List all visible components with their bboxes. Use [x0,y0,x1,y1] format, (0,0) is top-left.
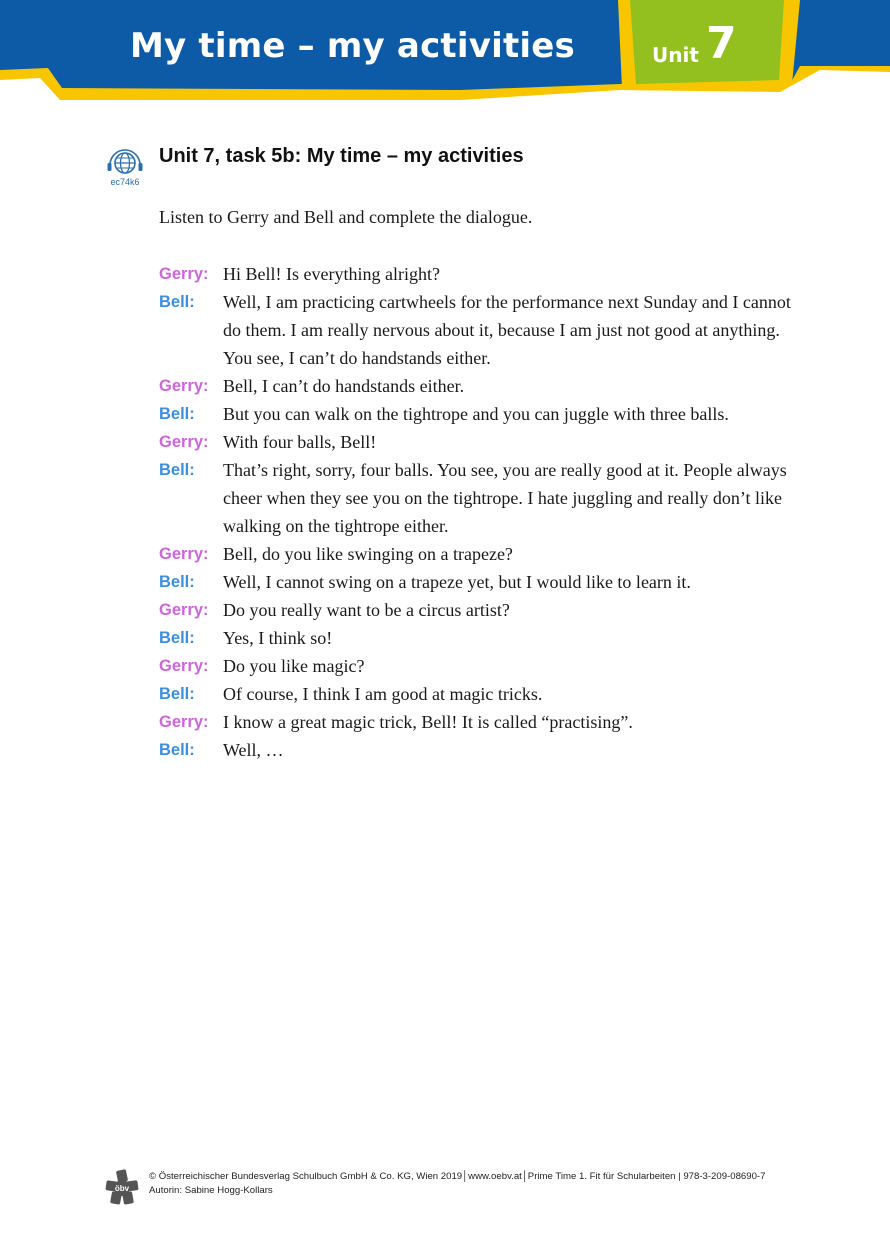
task-heading: Unit 7, task 5b: My time – my activities [159,145,524,167]
dialogue-line [159,736,799,764]
logo-text: öbv [114,1184,130,1193]
utterance: With four balls, Bell! [223,432,377,452]
page-title: My time – my activities [130,26,575,66]
footer-author: Autorin: Sabine Hogg-Kollars [149,1185,273,1196]
dialogue-line [159,428,799,456]
utterance: But you can walk on the tightrope and you can juggle with three balls. [223,404,729,424]
speaker-label: Bell: [159,461,195,479]
dialogue-line [159,652,799,680]
speaker-label: Bell: [159,573,195,591]
dialogue-line [159,540,799,568]
header-banner [0,0,890,110]
dialogue-line [159,400,799,428]
speaker-label: Gerry: [159,545,209,563]
dialogue-line [159,288,799,372]
utterance: Well, … [223,740,284,760]
dialogue-line [159,260,799,288]
dialogue [159,260,799,764]
speaker-label: Gerry: [159,601,209,619]
dialogue-line [159,372,799,400]
unit-label: Unit [652,43,699,67]
publisher-logo-icon [105,1169,139,1205]
speaker-label: Gerry: [159,433,209,451]
speaker-label: Bell: [159,293,195,311]
speaker-label: Bell: [159,685,195,703]
utterance: Of course, I think I am good at magic tricks. [223,684,543,704]
dialogue-line [159,456,799,540]
footer [149,1170,765,1198]
utterance: That’s right, sorry, four balls. You see, you are really good at it. People always cheer when they see you on the tightrope. I hate juggling and really don’t like walking on the tightrope either. [223,460,787,536]
dialogue-line [159,680,799,708]
unit-number: 7 [706,18,737,69]
dialogue-line [159,568,799,596]
utterance: Do you really want to be a circus artist? [223,600,510,620]
utterance: Bell, I can’t do handstands either. [223,376,465,396]
speaker-label: Bell: [159,629,195,647]
utterance: Do you like magic? [223,656,365,676]
utterance: Yes, I think so! [223,628,333,648]
footer-copyright: © Österreichischer Bundesverlag Schulbuch GmbH & Co. KG, Wien 2019│www.oebv.at│Prime Time 1. Fit für Schularbeiten | 978-3-209-08690-7 [149,1171,766,1182]
dialogue-line [159,708,799,736]
utterance: Hi Bell! Is everything alright? [223,264,440,284]
task-code: ec74k6 [110,177,140,187]
speaker-label: Gerry: [159,713,209,731]
dialogue-line [159,624,799,652]
speaker-label: Gerry: [159,657,209,675]
utterance: Well, I am practicing cartwheels for the performance next Sunday and I cannot do them. I am really nervous about it, because I am just not good at anything. You see, I can’t do handstands either. [223,292,791,368]
speaker-label: Gerry: [159,377,209,395]
utterance: Well, I cannot swing on a trapeze yet, but I would like to learn it. [223,572,691,592]
utterance: Bell, do you like swinging on a trapeze? [223,544,513,564]
utterance: I know a great magic trick, Bell! It is called “practising”. [223,712,633,732]
speaker-label: Bell: [159,741,195,759]
dialogue-line [159,596,799,624]
task-instruction: Listen to Gerry and Bell and complete the dialogue. [159,207,533,227]
speaker-label: Gerry: [159,265,209,283]
speaker-label: Bell: [159,405,195,423]
